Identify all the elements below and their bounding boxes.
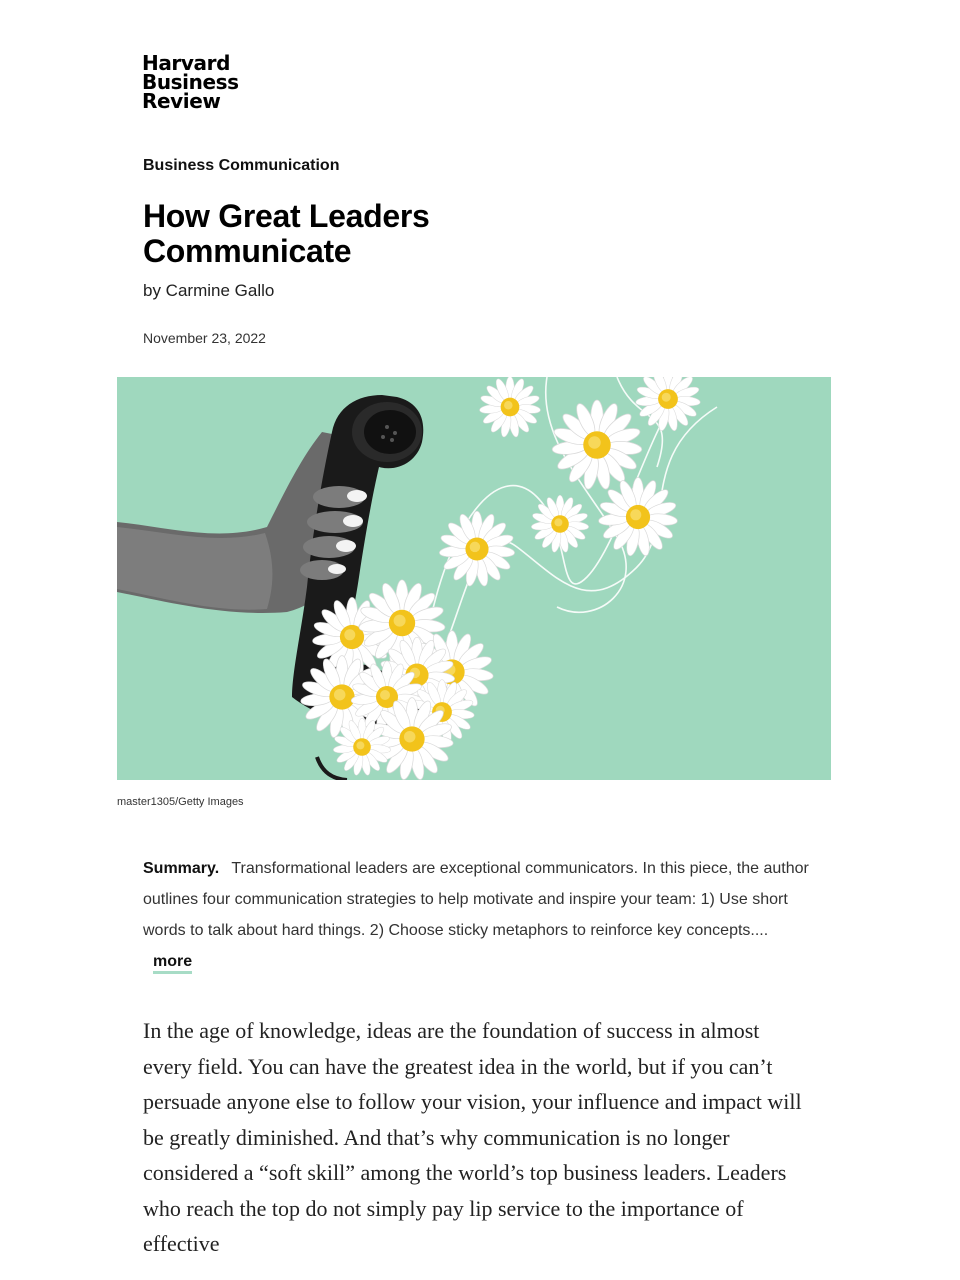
image-credit: master1305/Getty Images xyxy=(117,796,244,808)
summary-label: Summary. xyxy=(143,860,220,877)
article-title: How Great Leaders Communicate xyxy=(143,198,430,269)
hbr-logo[interactable] xyxy=(142,51,239,113)
logo-line-business: Business xyxy=(142,70,239,94)
summary-more-button[interactable]: more xyxy=(153,953,192,974)
logo-line-harvard: Harvard xyxy=(142,51,231,75)
publish-date: November 23, 2022 xyxy=(143,330,266,346)
telephone-daisies-illustration xyxy=(117,377,831,780)
summary-text: Transformational leaders are exceptional communicators. In this piece, the author outlines four communication strategies to help motivate and inspire your team: 1) Use short words to talk about hard things. 2) Choose sticky metaphors to reinforce key concepts.... xyxy=(143,860,809,939)
topic-link[interactable]: Business Communication xyxy=(143,157,340,174)
article-body-paragraph: In the age of knowledge, ideas are the foundation of success in almost every field. You can have the greatest idea in the world, but if you can’t persuade anyone else to follow your vision, your influence and impact will be greatly diminished. And that’s why communication is no longer considered a “soft skill” among the world’s top business leaders. Leaders who reach the top do not simply pay lip service to the importance of effective xyxy=(143,1018,802,1256)
author-byline[interactable]: by Carmine Gallo xyxy=(143,281,275,300)
hero-image xyxy=(117,377,831,780)
logo-line-review: Review xyxy=(142,89,221,113)
article-summary xyxy=(143,853,813,977)
